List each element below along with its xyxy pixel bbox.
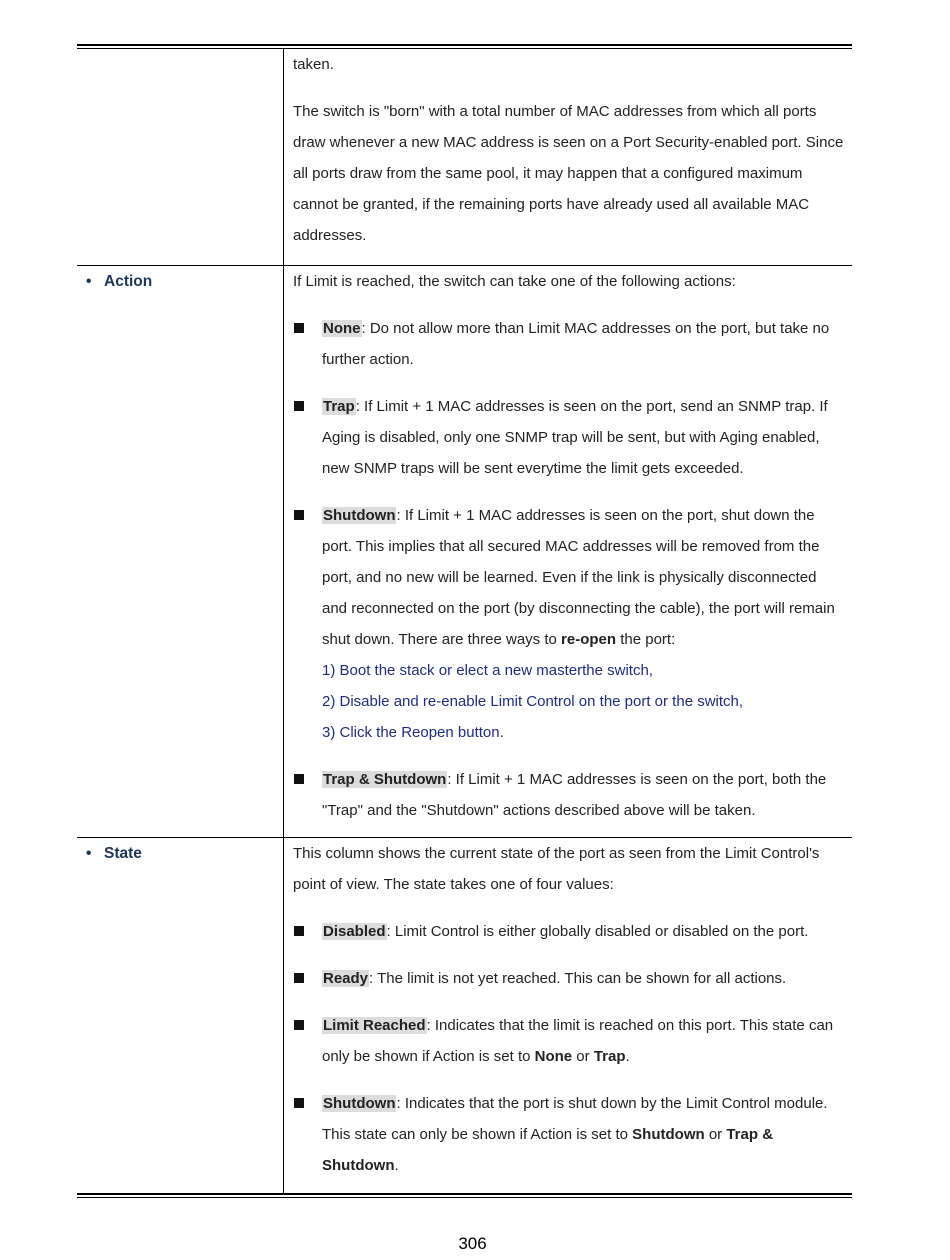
page-number: 306	[458, 1234, 487, 1253]
column-divider	[283, 49, 284, 1193]
square-bullet-icon	[294, 1098, 304, 1108]
state-disabled: Disabled: Limit Control is either globally disabled or disabled on the port.	[293, 916, 845, 947]
param-action: • Action	[86, 266, 152, 297]
square-bullet-icon	[294, 973, 304, 983]
bullet-icon: •	[86, 845, 92, 862]
param-state: • State	[86, 838, 142, 869]
state-description	[293, 838, 845, 1181]
square-bullet-icon	[294, 323, 304, 333]
paragraph: If Limit is reached, the switch can take one of the following actions:	[293, 273, 736, 290]
square-bullet-icon	[294, 926, 304, 936]
reopen-step: 2) Disable and re-enable Limit Control on the port or the switch,	[322, 693, 744, 710]
option-trap-shutdown: Trap & Shutdown: If Limit + 1 MAC addresses is seen on the port, both the "Trap" and the "Shutdown" actions described above will be taken.	[293, 764, 845, 826]
state-limit-reached: Limit Reached: Indicates that the limit is reached on this port. This state can only be shown if Action is set to None or Trap.	[293, 1010, 845, 1072]
state-ready: Ready: The limit is not yet reached. This can be shown for all actions.	[293, 963, 845, 994]
paragraph: taken.	[293, 56, 334, 73]
paragraph: The switch is "born" with a total number of MAC addresses from which all ports draw whenever a new MAC address is seen on a Port Security-enabled port. Since all ports draw from the same pool, it may happen that a configured maximum cannot be granted, if the remaining ports have already used all available MAC addresses.	[293, 103, 844, 244]
reopen-step: 1) Boot the stack or elect a new masterthe switch,	[322, 662, 653, 679]
square-bullet-icon	[294, 401, 304, 411]
action-description	[293, 266, 845, 826]
bullet-icon: •	[86, 273, 92, 290]
option-shutdown: Shutdown: If Limit + 1 MAC addresses is seen on the port, shut down the port. This implies that all secured MAC addresses will be removed from the port, and no new will be learned. Even if the link is physically disconnected and reconnected on the port (by disconnecting the cable), the port will remain shut down. There are three ways to re-open the port:	[293, 500, 845, 655]
option-none: None: Do not allow more than Limit MAC addresses on the port, but take no further action.	[293, 313, 845, 375]
square-bullet-icon	[294, 774, 304, 784]
option-trap: Trap: If Limit + 1 MAC addresses is seen on the port, send an SNMP trap. If Aging is disabled, only one SNMP trap will be sent, but with Aging enabled, new SNMP traps will be sent everytime the limit gets exceeded.	[293, 391, 845, 484]
square-bullet-icon	[294, 1020, 304, 1030]
row-continuation	[293, 49, 845, 251]
state-shutdown: Shutdown: Indicates that the port is shut down by the Limit Control module. This state can only be shown if Action is set to Shutdown or Trap & Shutdown.	[293, 1088, 845, 1181]
square-bullet-icon	[294, 510, 304, 520]
table-bottom-rule	[77, 1193, 852, 1198]
reopen-step: 3) Click the Reopen button.	[322, 724, 504, 741]
paragraph: This column shows the current state of the port as seen from the Limit Control's point of view. The state takes one of four values:	[293, 845, 820, 893]
